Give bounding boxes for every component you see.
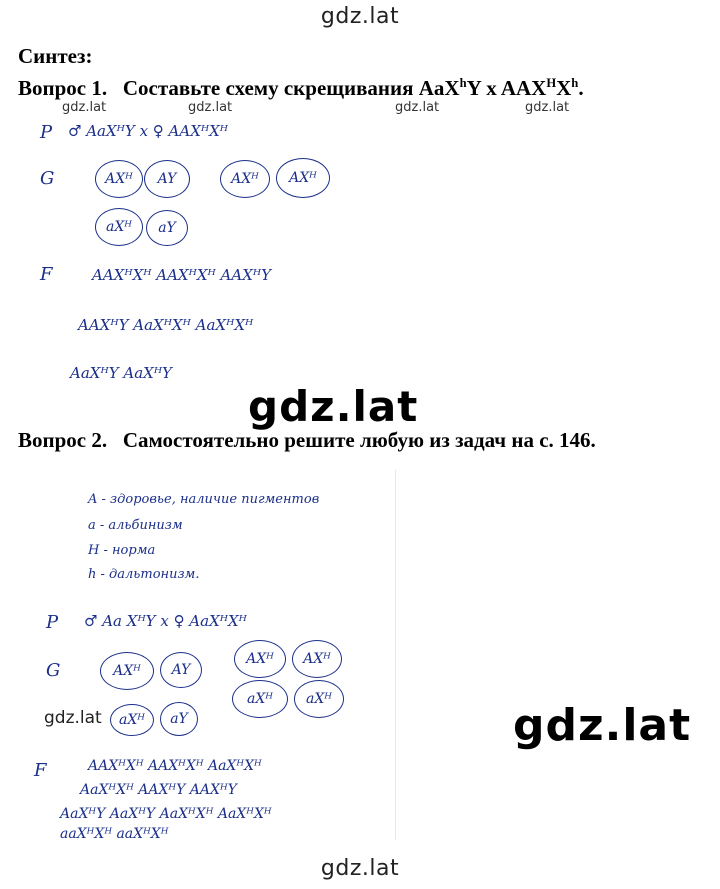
question-2 — [18, 428, 596, 453]
watermark-large-center: gdz.lat — [248, 382, 419, 431]
s2-g-label: G — [46, 660, 61, 681]
s1-g-label: G — [40, 168, 55, 189]
s1-offspring-row-3: AaXᴴY AaXᴴY — [70, 364, 172, 382]
watermark-left: gdz.lat — [44, 708, 102, 728]
s1-offspring-row-2: AAXᴴY AaXᴴXᴴ AaXᴴXᴴ — [78, 316, 254, 334]
s2-gamete-m4: aY — [160, 702, 198, 736]
s2-gamete-m3: aXᴴ — [110, 704, 154, 736]
s2-f-label: F — [34, 760, 47, 781]
s2-gamete-f3: aXᴴ — [232, 680, 288, 718]
watermark-top: gdz.lat — [320, 4, 400, 29]
s1-gamete-m3: aXᴴ — [95, 208, 143, 246]
s2-p-label: P — [46, 612, 59, 633]
watermark-large-right: gdz.lat — [513, 700, 692, 751]
s1-gamete-m2: AY — [144, 160, 190, 198]
s2-legend-3: H - норма — [88, 543, 156, 558]
watermark-small-4: gdz.lat — [525, 100, 570, 115]
s1-gamete-m4: aY — [146, 210, 188, 246]
section-title: Синтез: — [18, 44, 93, 68]
s2-parents: ♂ Aa XᴴY x ♀ AaXᴴXᴴ — [84, 612, 247, 630]
s1-gamete-f1: AXᴴ — [220, 160, 270, 198]
s1-gamete-m1: AXᴴ — [95, 160, 143, 198]
s1-p-label: P — [40, 122, 53, 143]
question-1-text: Составьте схему скрещивания AaX$^h$Y x $AAX^HX^h$. — [122, 76, 584, 100]
s1-parents: ♂ AaXᴴY x ♀ AAXᴴXᴴ — [68, 122, 229, 140]
s2-gamete-f2: AXᴴ — [292, 640, 342, 678]
s2-legend-1: A - здоровье, наличие пигментов — [88, 492, 320, 507]
watermark-small-2: gdz.lat — [188, 100, 233, 115]
question-2-text: Самостоятельно решите любую из задач на с. 146. — [122, 428, 596, 452]
s2-gamete-m1: AXᴴ — [100, 652, 154, 690]
s2-offspring-row-2: AaXᴴXᴴ AAXᴴY AAXᴴY — [80, 782, 237, 798]
s1-offspring-row-1: AAXᴴXᴴ AAXᴴXᴴ AAXᴴY — [92, 266, 272, 284]
watermark-small-1: gdz.lat — [62, 100, 107, 115]
watermark-bottom: gdz.lat — [320, 856, 400, 881]
question-1 — [18, 76, 584, 101]
s2-gamete-m2: AY — [160, 652, 202, 688]
s2-offspring-row-1: AAXᴴXᴴ AAXᴴXᴴ AaXᴴXᴴ — [88, 758, 262, 774]
s1-f-label: F — [40, 264, 53, 285]
s2-offspring-row-4: aaXᴴXᴴ aaXᴴXᴴ — [60, 826, 169, 842]
question-2-label: Вопрос 2. — [18, 428, 108, 452]
s2-gamete-f1: AXᴴ — [234, 640, 286, 678]
watermark-small-3: gdz.lat — [395, 100, 440, 115]
s2-legend-2: a - альбинизм — [88, 518, 183, 533]
s2-gamete-f4: aXᴴ — [294, 680, 344, 718]
s2-legend-4: h - дальтонизм. — [88, 567, 200, 582]
s1-gamete-f2: AXᴴ — [276, 158, 330, 198]
s2-offspring-row-3: AaXᴴY AaXᴴY AaXᴴXᴴ AaXᴴXᴴ — [60, 806, 272, 822]
question-1-label: Вопрос 1. — [18, 76, 108, 100]
